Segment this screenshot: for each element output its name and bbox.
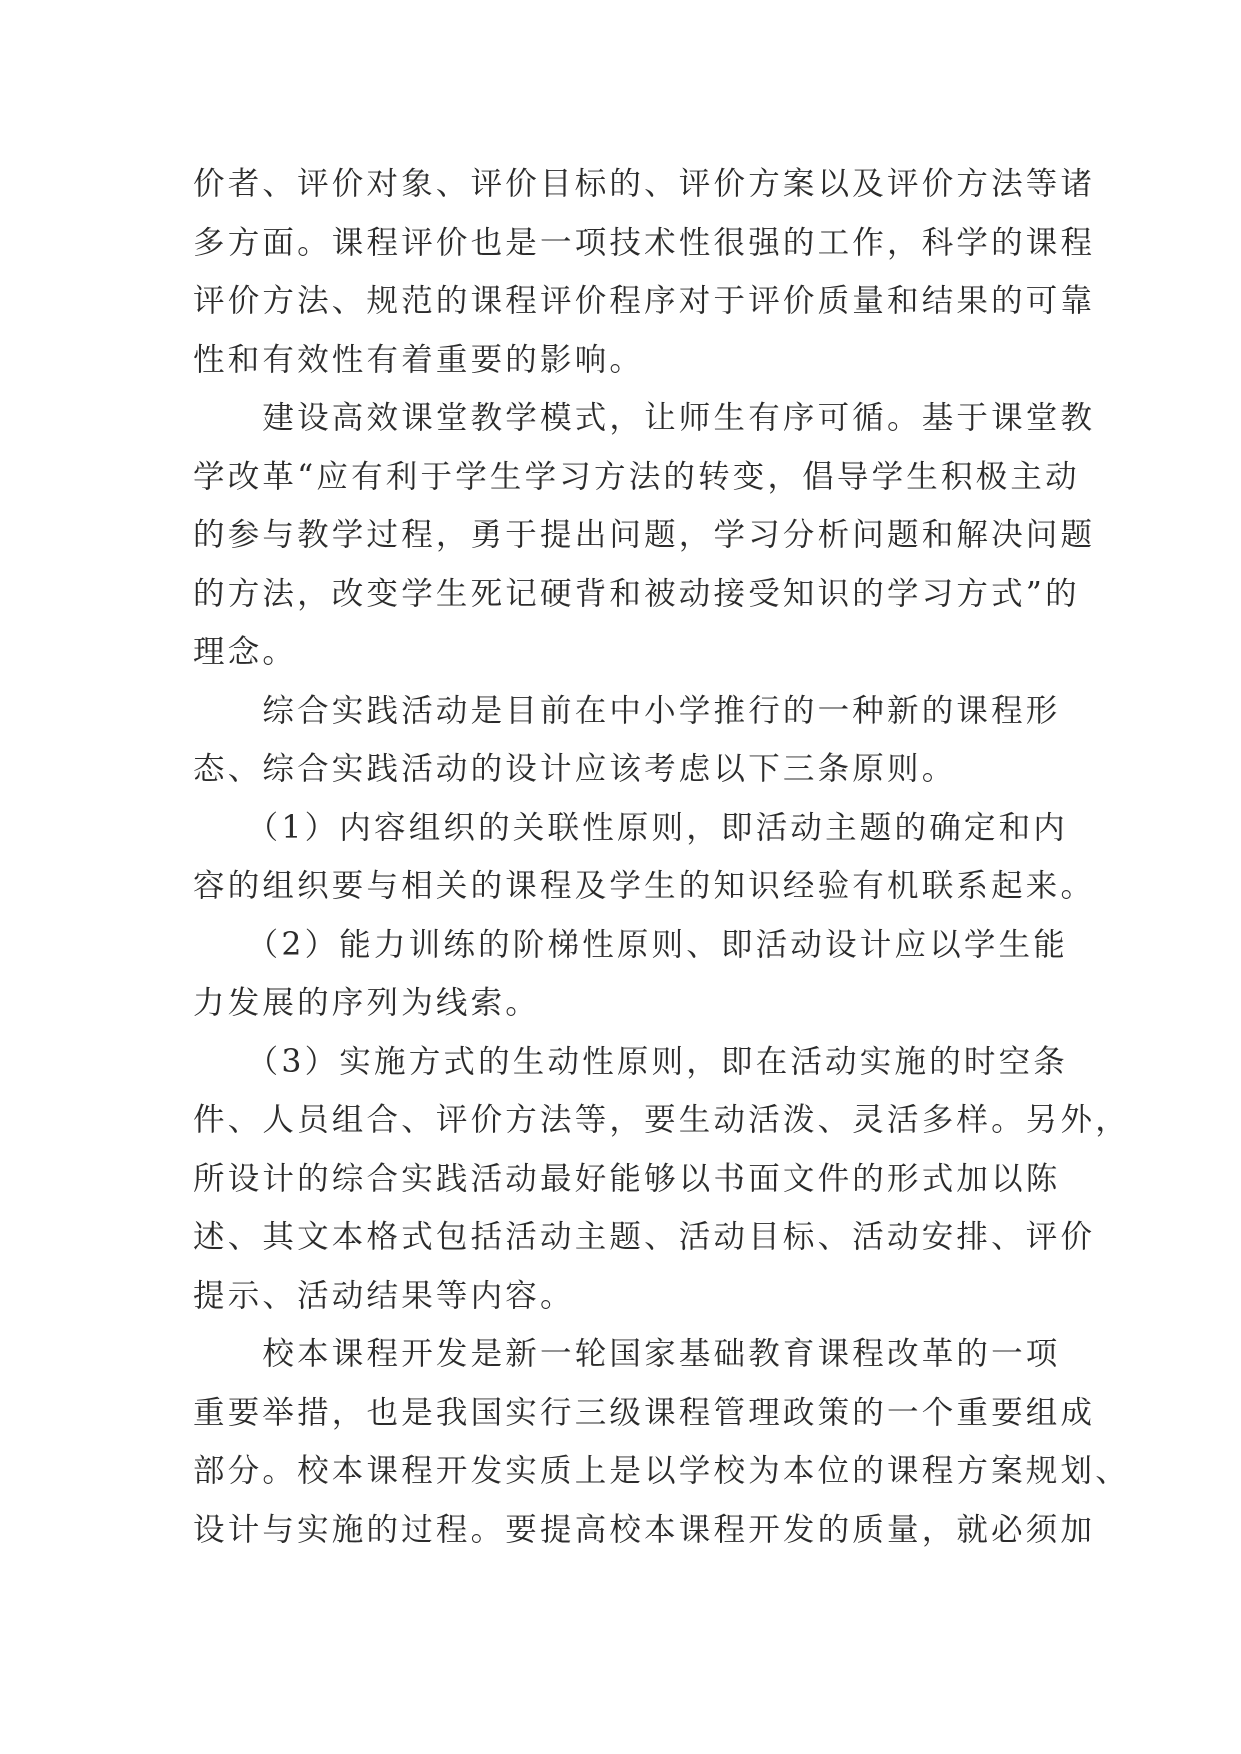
paragraph-evaluation-continuation	[193, 155, 1096, 389]
text-line: 力发展的序列为线索。	[193, 985, 541, 1021]
text-line: 性和有效性有着重要的影响。	[193, 341, 645, 378]
text-line: 综合实践活动是目前在中小学推行的一种新的课程形	[193, 692, 1061, 729]
text-line: 件、人员组合、评价方法等，要生动活泼、灵活多样。另外，	[193, 1102, 1130, 1138]
text-line: 学改革“应有利于学生学习方法的转变，倡导学生积极主动	[193, 458, 1080, 495]
text-line: 的方法，改变学生死记硬背和被动接受知识的学习方式”的	[193, 575, 1080, 612]
text-line: （2）能力训练的阶梯性原则、即活动设计应以学生能	[193, 926, 1068, 963]
text-line: （3）实施方式的生动性原则，即在活动实施的时空条	[193, 1043, 1068, 1080]
text-line: 所设计的综合实践活动最好能够以书面文件的形式加以陈	[193, 1160, 1061, 1197]
paragraph-principle-3	[193, 1033, 1130, 1326]
paragraph-practice-activities	[193, 682, 1061, 799]
text-line: 态、综合实践活动的设计应该考虑以下三条原则。	[193, 751, 957, 787]
text-line: 评价方法、规范的课程评价程序对于评价质量和结果的可靠	[193, 283, 1096, 319]
text-line: 设计与实施的过程。要提高校本课程开发的质量，就必须加	[193, 1511, 1096, 1548]
text-line: 提示、活动结果等内容。	[193, 1277, 575, 1314]
text-line: 部分。校本课程开发实质上是以学校为本位的课程方案规划、	[193, 1453, 1130, 1489]
paragraph-school-based-curriculum	[193, 1325, 1130, 1559]
paragraph-principle-1	[193, 799, 1096, 916]
text-line: 的参与教学过程，勇于提出问题，学习分析问题和解决问题	[193, 517, 1096, 553]
text-line: 述、其文本格式包括活动主题、活动目标、活动安排、评价	[193, 1219, 1096, 1255]
text-line: 建设高效课堂教学模式，让师生有序可循。基于课堂教	[193, 400, 1096, 436]
text-line: 重要举措，也是我国实行三级课程管理政策的一个重要组成	[193, 1394, 1096, 1431]
text-line: 容的组织要与相关的课程及学生的知识经验有机联系起来。	[193, 868, 1096, 904]
paragraph-principle-2	[193, 916, 1068, 1033]
document-body	[193, 155, 1130, 1559]
paragraph-efficient-classroom	[193, 389, 1096, 682]
text-line: 价者、评价对象、评价目标的、评价方案以及评价方法等诸	[193, 166, 1096, 202]
text-line: 理念。	[193, 634, 298, 670]
text-line: （1）内容组织的关联性原则，即活动主题的确定和内	[193, 809, 1068, 846]
text-line: 校本课程开发是新一轮国家基础教育课程改革的一项	[193, 1336, 1061, 1372]
text-line: 多方面。课程评价也是一项技术性很强的工作，科学的课程	[193, 224, 1096, 261]
